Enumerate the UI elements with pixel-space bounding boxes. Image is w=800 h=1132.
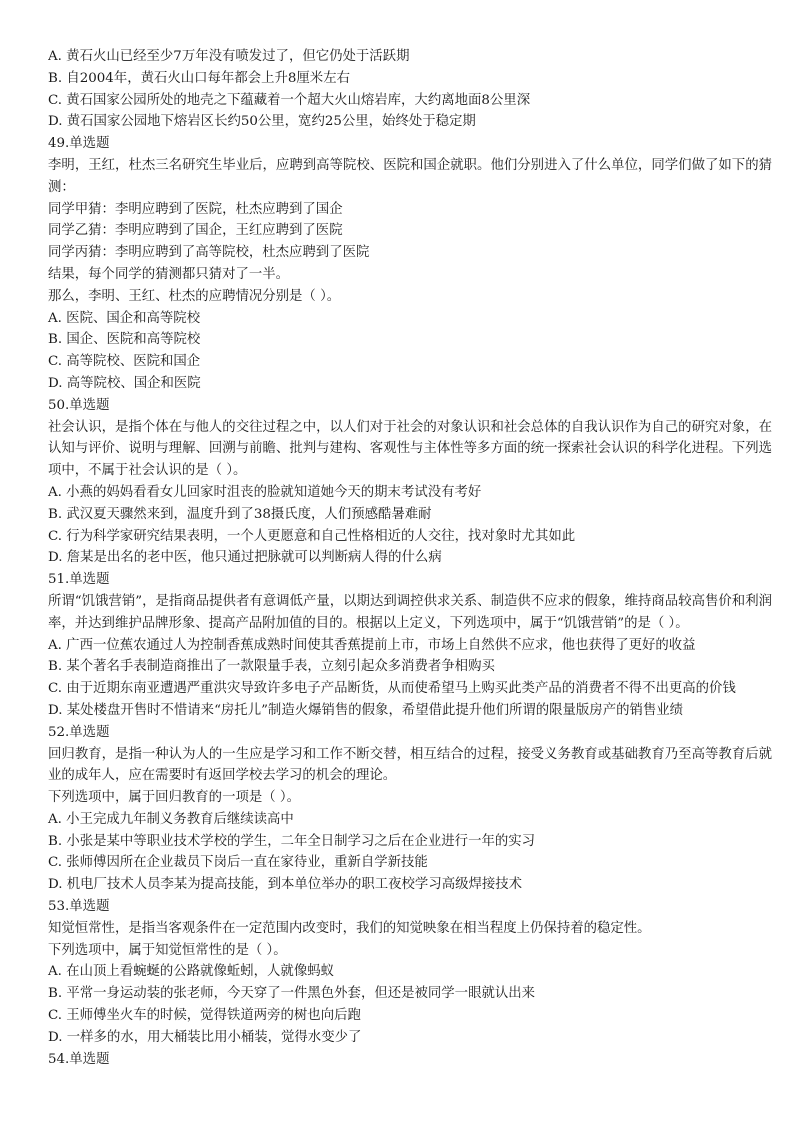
option-line: A. 小王完成九年制义务教育后继续读高中 [48, 811, 294, 827]
question-number: 49. [48, 136, 70, 152]
question-type: 单选题 [69, 397, 110, 413]
option-line: D. 詹某是出名的老中医，他只通过把脉就可以判断病人得的什么病 [48, 550, 442, 566]
question-stem: 知觉恒常性，是指当客观条件在一定范围内改变时，我们的知觉映象在相当程度上仍保持着的稳定性。 [48, 920, 651, 936]
option-line: C. 黄石国家公园所处的地壳之下蕴藏着一个超大火山熔岩库，大约离地面8公里深 [48, 92, 531, 108]
question-type: 单选题 [69, 899, 110, 915]
question-header [48, 896, 772, 918]
option-line: B. 武汉夏天骤然来到，温度升到了38摄氏度，人们预感酷暑难耐 [48, 506, 432, 522]
question-stem: 那么，李明、王红、杜杰的应聘情况分别是（ ）。 [48, 288, 341, 304]
question-stem: 同学乙猜：李明应聘到了国企，王红应聘到了医院 [48, 223, 343, 239]
option-line: A. 广西一位蕉农通过人为控制香蕉成熟时间使其香蕉提前上市，市场上自然供不应求，他也获得了更好的收益 [48, 637, 696, 653]
option-line: D. 一样多的水，用大桶装比用小桶装，觉得水变少了 [48, 1029, 362, 1045]
option-line: A. 小燕的妈妈看看女儿回家时沮丧的脸就知道她今天的期末考试没有考好 [48, 484, 482, 500]
question-stem: 下列选项中，属于知觉恒常性的是（ ）。 [48, 942, 287, 958]
option-line: B. 国企、医院和高等院校 [48, 332, 201, 348]
question-number: 54. [48, 1051, 70, 1067]
option-line: C. 由于近期东南亚遭遇严重洪灾导致许多电子产品断货，从而使希望马上购买此类产品的消费者不得不出更高的价钱 [48, 681, 736, 697]
question-stem: 社会认识，是指个体在与他人的交往过程之中，以人们对于社会的对象认识和社会总体的自我认识作为自己的研究对象，在认知与评价、说明与理解、回溯与前瞻、批判与建构、客观性与主体性等多方面的统一探索社会认识的科学化进程。下列选项中，不属于社会认识的是（ ）。 [48, 419, 772, 479]
option-line: C. 张师傅因所在企业裁员下岗后一直在家待业，重新自学新技能 [48, 855, 428, 871]
question-number: 53. [48, 899, 70, 915]
option-line: C. 王师傅坐火车的时候，觉得铁道两旁的树也向后跑 [48, 1008, 361, 1024]
option-line: D. 高等院校、国企和医院 [48, 375, 201, 391]
question-stem: 同学丙猜：李明应聘到了高等院校，杜杰应聘到了医院 [48, 245, 370, 261]
option-line: D. 黄石国家公园地下熔岩区长约50公里，宽约25公里，始终处于稳定期 [48, 114, 476, 130]
option-line: A. 黄石火山已经至少7万年没有喷发过了，但它仍处于活跃期 [48, 49, 410, 64]
option-line: D. 机电厂技术人员李某为提高技能，到本单位举办的职工夜校学习高级焊接技术 [48, 877, 523, 893]
question-number: 50. [48, 397, 70, 413]
option-line: B. 小张是某中等职业技术学校的学生，二年全日制学习之后在企业进行一年的实习 [48, 833, 536, 849]
question-header [48, 395, 772, 417]
option-line: A. 在山顶上看蜿蜒的公路就像蚯蚓，人就像蚂蚁 [48, 964, 334, 980]
question-type: 单选题 [69, 1051, 110, 1067]
option-line: B. 自2004年，黄石火山口每年都会上升8厘米左右 [48, 70, 350, 86]
question-stem: 李明，王红，杜杰三名研究生毕业后，应聘到高等院校、医院和国企就职。他们分别进入了什么单位，同学们做了如下的猜测： [48, 157, 772, 195]
question-header [48, 722, 772, 744]
exam-page [48, 46, 772, 1070]
option-line: D. 某处楼盘开售时不惜请来“房托儿”制造火爆销售的假象，希望借此提升他们所谓的限量版房产的销售业绩 [48, 702, 684, 718]
question-stem: 结果，每个同学的猜测都只猜对了一半。 [48, 266, 290, 282]
question-number: 52. [48, 724, 70, 740]
question-number: 51. [48, 572, 70, 588]
question-type: 单选题 [69, 572, 110, 588]
option-line: B. 某个著名手表制造商推出了一款限量手表，立刻引起众多消费者争相购买 [48, 659, 495, 675]
question-header [48, 569, 772, 591]
question-type: 单选题 [69, 136, 110, 152]
question-stem: 下列选项中，属于回归教育的一项是（ ）。 [48, 790, 300, 806]
question-header [48, 133, 772, 155]
question-stem: 回归教育，是指一种认为人的一生应是学习和工作不断交替，相互结合的过程，接受义务教育或基础教育乃至高等教育后就业的成年人，应在需要时有返回学校去学习的机会的理论。 [48, 746, 772, 784]
question-stem: 所谓“饥饿营销”，是指商品提供者有意调低产量，以期达到调控供求关系、制造供不应求的假象，维持商品较高售价和利润率，并达到维护品牌形象、提高产品附加值的目的。根据以上定义，下列选项中，属于“饥饿营销”的是（ ）。 [48, 593, 772, 631]
question-type: 单选题 [69, 724, 110, 740]
question-header [48, 1049, 772, 1071]
option-line: A. 医院、国企和高等院校 [48, 310, 201, 326]
question-stem: 同学甲猜：李明应聘到了医院，杜杰应聘到了国企 [48, 201, 343, 217]
option-line: C. 行为科学家研究结果表明，一个人更愿意和自己性格相近的人交往，找对象时尤其如此 [48, 528, 576, 544]
option-line: B. 平常一身运动装的张老师，今天穿了一件黑色外套，但还是被同学一眼就认出来 [48, 986, 536, 1002]
option-line: C. 高等院校、医院和国企 [48, 354, 201, 370]
